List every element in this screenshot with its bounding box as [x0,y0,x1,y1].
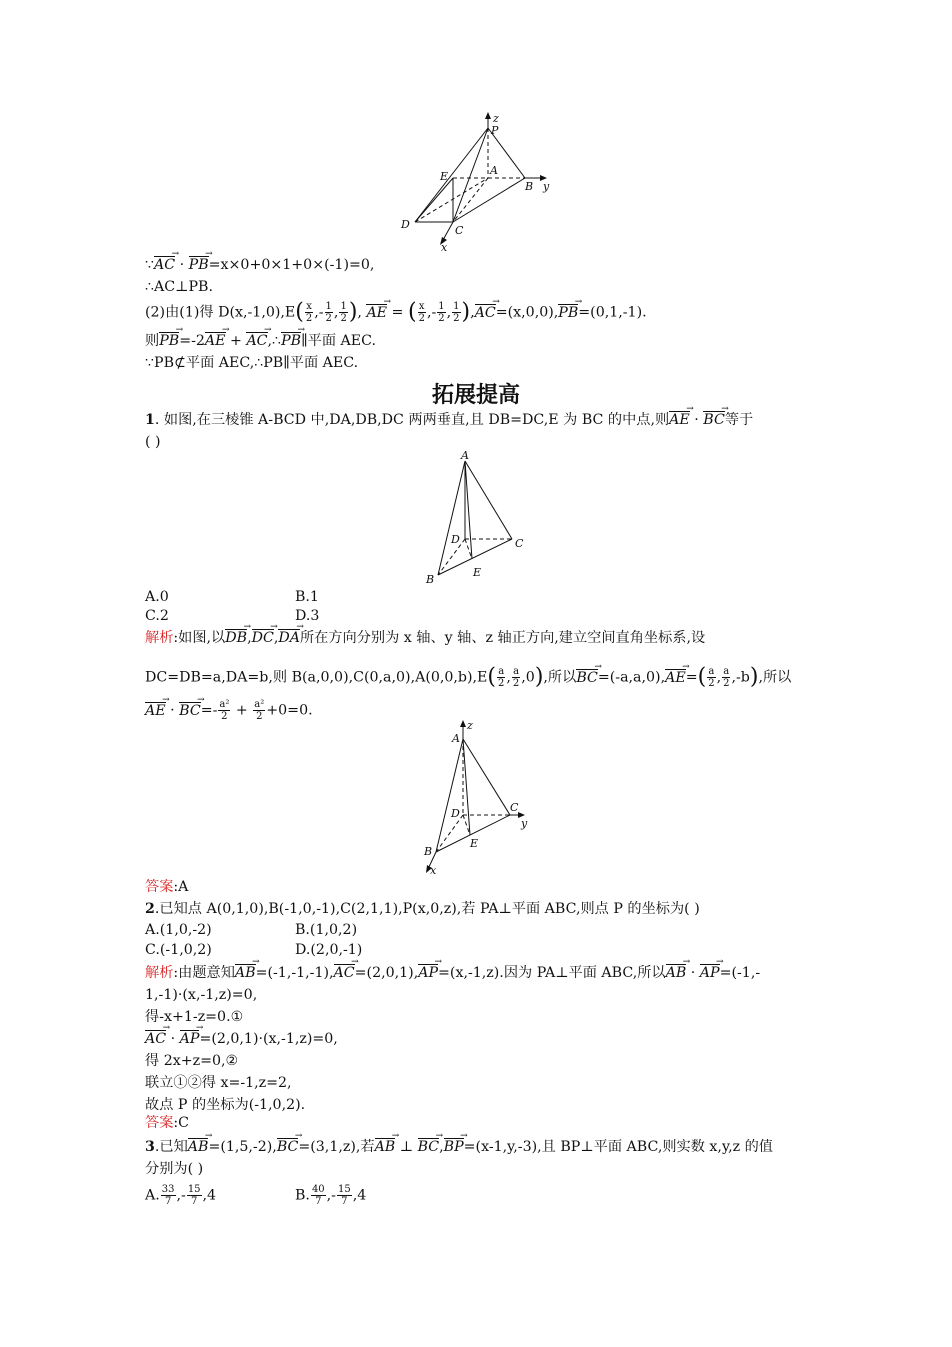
q2-option-a: A.(1,0,-2) [145,922,212,938]
svg-text:C: C [515,537,524,550]
svg-text:C: C [510,801,519,814]
q2-analysis-4: AC → · AP →=(2,0,1)·(x,-1,z)=0, [145,1029,338,1049]
svg-text:E: E [473,566,482,579]
svg-text:E: E [470,837,479,850]
label-B: B [525,180,534,193]
vector-AE: AE → [366,303,387,323]
label-P: P [491,124,499,137]
q1-analysis-1: 解析:如图,以DB →,DC →,DA →所在方向分别为 x 轴、y 轴、z 轴正方向,建立空间直角坐标系,设 [145,628,705,648]
svg-text:A: A [452,732,460,745]
q3-blank: 分别为( ) [145,1161,204,1177]
svg-text:D: D [451,807,460,820]
q2-option-d: D.(2,0,-1) [295,942,363,958]
proof-line-3: (2)由(1)得 D(x,-1,0),E( $\frac{x}{2}$ ,- $\frac{1}{2}$ , $\frac{1}{2}$ ), AE → = ( $\frac{x}{2}$ ,- $\frac{1}{2}$ , $\frac{1}{2}$ ),AC →=(x,0,0),PB →=(0,1,-1). [145,301,647,324]
q1-option-c: C.2 [145,608,169,624]
q2-option-c: C.(-1,0,2) [145,942,212,958]
proof-line-4: 则PB →=-2AE → + AC →,∴PB →∥平面 AEC. [145,331,376,351]
figure-tetrahedron [420,447,535,587]
q3-option-a: A. $\frac{33}{7}$ ,- $\frac{15}{7}$ ,4 [145,1184,217,1207]
q1-stem: 1. 如图,在三棱锥 A-BCD 中,DA,DB,DC 两两垂直,且 DB=DC,E 为 BC 的中点,则AE → · BC →等于 [145,410,753,430]
q1-blank: ( ) [145,434,161,450]
q3-option-b: B. $\frac{40}{7}$ ,- $\frac{15}{7}$ ,4 [295,1184,367,1207]
svg-text:A: A [461,449,469,462]
svg-text:x: x [430,864,437,877]
label-A: A [490,164,498,177]
section-title: 拓展提高 [431,383,520,408]
q2-analysis-2: 1,-1)·(x,-1,z)=0, [145,987,258,1003]
q1-option-a: A.0 [145,589,169,605]
svg-text:D: D [451,533,460,546]
q1-analysis-2: DC=DB=a,DA=b,则 B(a,0,0),C(0,a,0),A(0,0,b),E( $\frac{a}{2}$ , $\frac{a}{2}$ ,0),所以BC →=(-a,a,0),AE →=( $\frac{a}{2}$ , $\frac{a}{2}$ ,-b),所以 [145,666,791,689]
label-C: C [455,224,464,237]
q1-option-b: B.1 [295,589,319,605]
q2-analysis-5: 得 2x+z=0,② [145,1053,239,1069]
svg-text:z: z [467,719,473,732]
label-x: x [441,241,448,254]
proof-line-5: ∵PB⊄平面 AEC,∴PB∥平面 AEC. [145,355,359,371]
proof-line-1: ∵AC → · PB →=x×0+0×1+0×(-1)=0, [145,255,374,275]
proof-line-2: ∴AC⊥PB. [145,279,213,295]
label-z: z [493,112,499,125]
svg-text:B: B [424,845,433,858]
q2-analysis-3: 得-x+1-z=0.① [145,1009,244,1025]
q2-analysis-6: 联立①②得 x=-1,z=2, [145,1075,292,1091]
q2-analysis-1: 解析:由题意知AB →=(-1,-1,-1),AC →=(2,0,1),AP →=(x,-1,z).因为 PA⊥平面 ABC,所以AB → · AP →=(-1,- [145,963,760,983]
svg-text:B: B [426,573,435,586]
vector-AC: AC → [154,255,175,275]
vector-PB: PB → [189,255,209,275]
q1-analysis-3: AE → · BC →=- $\frac{\text{a²}}{2}$ + $\frac{\text{a²}}{2}$ +0=0. [145,699,313,722]
q1-answer: 答案:A [145,879,189,895]
q1-option-d: D.3 [295,608,320,624]
figure-tetrahedron-axes [418,717,538,877]
figure-pyramid-axes [395,110,565,255]
label-D: D [401,218,410,231]
q2-stem: 2.已知点 A(0,1,0),B(-1,0,-1),C(2,1,1),P(x,0,z),若 PA⊥平面 ABC,则点 P 的坐标为( ) [145,901,700,917]
q3-stem: 3.已知AB →=(1,5,-2),BC →=(3,1,z),若AB → ⊥ BC →,BP →=(x-1,y,-3),且 BP⊥平面 ABC,则实数 x,y,z 的值 [145,1137,773,1157]
label-y: y [543,180,550,193]
q2-analysis-7: 故点 P 的坐标为(-1,0,2). [145,1097,306,1113]
q2-option-b: B.(1,0,2) [295,922,358,938]
q2-answer: 答案:C [145,1115,190,1131]
svg-text:y: y [521,817,528,830]
label-E: E [440,170,449,183]
